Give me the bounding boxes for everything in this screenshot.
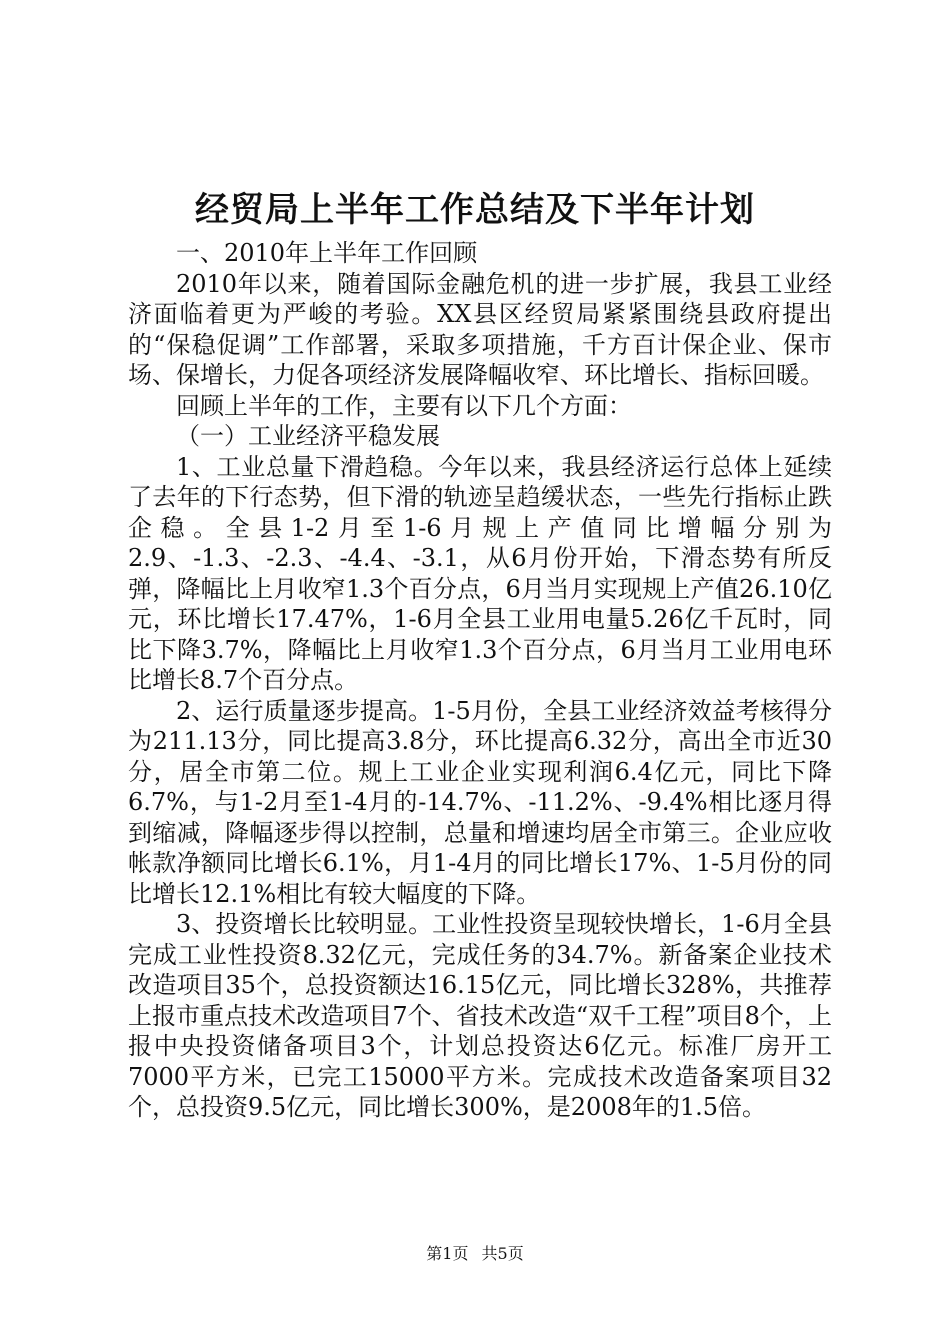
page-number: 第1页	[426, 1244, 469, 1263]
page-total: 共5页	[481, 1244, 524, 1263]
document-title: 经贸局上半年工作总结及下半年计划	[195, 190, 755, 230]
document-body	[128, 238, 832, 1123]
paragraph: 3、投资增长比较明显。工业性投资呈现较快增长，1-6月全县完成工业性投资8.32亿元，完成任务的34.7%。新备案企业技术改造项目35个，总投资额达16.15亿元，同比增长328%，共推荐上报市重点技术改造项目7个、省技术改造“双千工程”项目8个，上报中央投资储备项目3个，计划总投资达6亿元。标准厂房开工7000平方米，已完工15000平方米。完成技术改造备案项目32个，总投资9.5亿元，同比增长300%，是2008年的1.5倍。	[128, 910, 832, 1121]
paragraph: 回顾上半年的工作，主要有以下几个方面：	[176, 391, 632, 420]
paragraph: 2、运行质量逐步提高。1-5月份，全县工业经济效益考核得分为211.13分，同比提高3.8分，环比提高6.32分，高出全市近30分，居全市第二位。规上工业企业实现利润6.4亿元，同比下降6.7%，与1-2月至1-4月的-14.7%、-11.2%、-9.4%相比逐月得到缩减，降幅逐步得以控制，总量和增速均居全市第三。企业应收帐款净额同比增长6.1%，月1-4月的同比增长17%、1-5月份的同比增长12.1%相比有较大幅度的下降。	[128, 696, 832, 908]
page-footer	[0, 1243, 950, 1265]
subsection-heading: （一）工业经济平稳发展	[176, 422, 440, 450]
paragraph: 1、工业总量下滑趋稳。今年以来，我县经济运行总体上延续了去年的下行态势，但下滑的轨迹呈趋缓状态，一些先行指标止跌企稳。全县1-2月至1-6月规上产值同比增幅分别为2.9、-1.3、-2.3、-4.4、-3.1，从6月份开始，下滑态势有所反弹，降幅比上月收窄1.3个百分点，6月当月实现规上产值26.10亿元，环比增长17.47%，1-6月全县工业用电量5.26亿千瓦时，同比下降3.7%，降幅比上月收窄1.3个百分点，6月当月工业用电环比增长8.7个百分点。	[128, 452, 832, 694]
paragraph: 2010年以来，随着国际金融危机的进一步扩展，我县工业经济面临着更为严峻的考验。XX县区经贸局紧紧围绕县政府提出的“保稳促调”工作部署，采取多项措施，千方百计保企业、保市场、保增长，力促各项经济发展降幅收窄、环比增长、指标回暖。	[128, 269, 832, 389]
section-heading: 一、2010年上半年工作回顾	[176, 239, 478, 267]
